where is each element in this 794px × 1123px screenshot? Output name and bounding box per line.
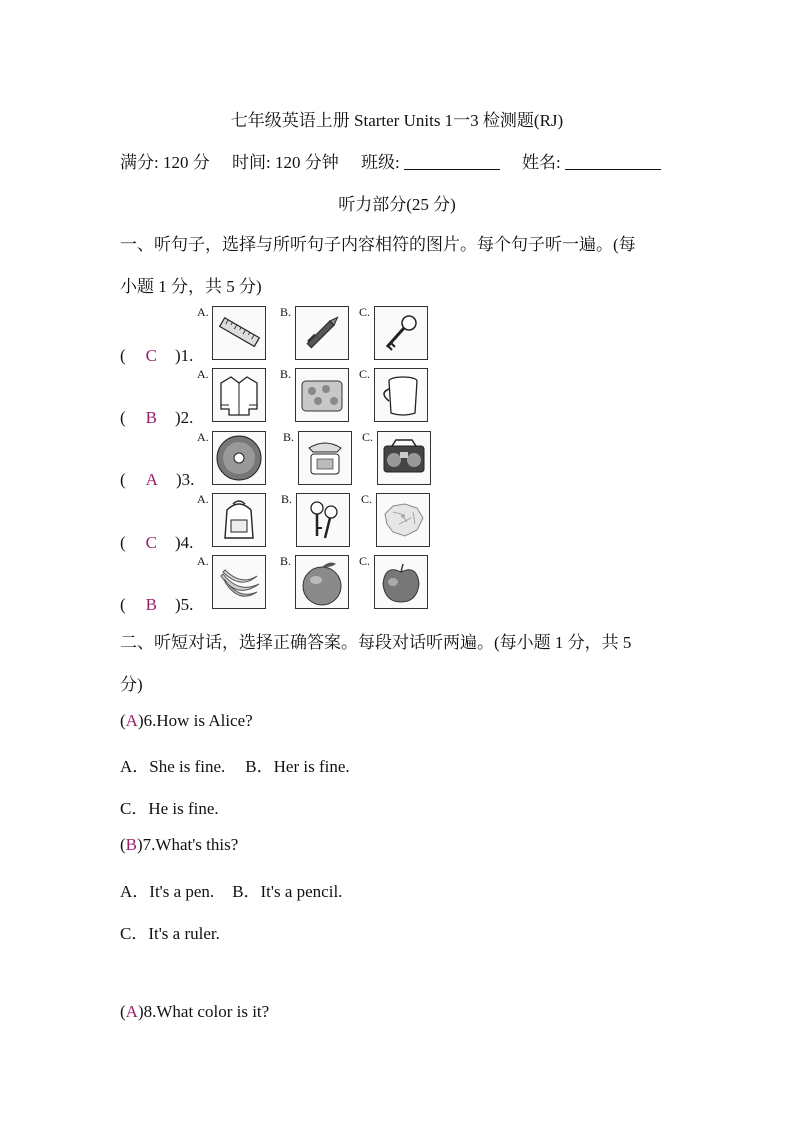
q6-option-b: B．Her is fine. bbox=[245, 757, 350, 776]
answer-8: A bbox=[125, 1002, 138, 1021]
answer-4: C bbox=[145, 533, 158, 552]
orange-icon[interactable] bbox=[295, 555, 349, 609]
answer-6: A bbox=[125, 711, 138, 730]
telephone-icon[interactable] bbox=[298, 431, 352, 485]
question-4: ( C )4. bbox=[120, 533, 194, 552]
answer-5: B bbox=[145, 595, 158, 614]
question-1: ( C )1. bbox=[120, 346, 194, 365]
answer-1: C bbox=[145, 346, 158, 365]
name-label: 姓名: bbox=[521, 153, 561, 172]
keys-icon[interactable] bbox=[296, 493, 350, 547]
question-3: ( A )3. bbox=[120, 470, 195, 489]
listening-header: 听力部分(25 分) bbox=[338, 195, 456, 214]
name-blank[interactable] bbox=[565, 153, 661, 170]
q7-option-b: B．It's a pencil. bbox=[232, 882, 343, 901]
q7-option-c: C．It's a ruler. bbox=[120, 924, 220, 943]
q6-option-a: A．She is fine. bbox=[120, 757, 226, 776]
question-2: ( B )2. bbox=[120, 408, 194, 427]
answer-7: B bbox=[125, 835, 138, 854]
banana-icon[interactable] bbox=[212, 555, 266, 609]
question-8: (A)8.What color is it? bbox=[120, 1002, 270, 1021]
answer-3: A bbox=[145, 470, 158, 489]
q6-options-ab bbox=[120, 752, 350, 777]
quilt-icon[interactable] bbox=[295, 368, 349, 422]
question-6: (A)6.How is Alice? bbox=[120, 711, 253, 730]
ruler-icon[interactable] bbox=[212, 306, 266, 360]
section2-instruction: 二、听短对话，选择正确答案。每段对话听两遍。(每小题 1 分，共 5 bbox=[120, 633, 632, 652]
backpack-icon[interactable] bbox=[212, 493, 266, 547]
question-5: ( B )5. bbox=[120, 595, 194, 614]
apple-icon[interactable] bbox=[374, 555, 428, 609]
score-text: 满分: 120 分 bbox=[120, 153, 210, 172]
pen-icon[interactable] bbox=[295, 306, 349, 360]
class-label: 班级: bbox=[360, 153, 400, 172]
section1-instruction: 一、听句子，选择与所听句子内容相符的图片。每个句子听一遍。(每 bbox=[120, 235, 636, 254]
exam-meta bbox=[120, 148, 661, 173]
cd-icon[interactable] bbox=[212, 431, 266, 485]
question-7: (B)7.What's this? bbox=[120, 835, 239, 854]
q6-option-c: C．He is fine. bbox=[120, 799, 219, 818]
jacket-icon[interactable] bbox=[212, 368, 266, 422]
time-text: 时间: 120 分钟 bbox=[231, 153, 339, 172]
cup-icon[interactable] bbox=[374, 368, 428, 422]
q7-options-ab bbox=[120, 877, 342, 902]
class-blank[interactable] bbox=[404, 153, 500, 170]
answer-2: B bbox=[145, 408, 158, 427]
section1-instruction-cont: 小题 1 分，共 5 分) bbox=[120, 277, 262, 296]
radio-icon[interactable] bbox=[377, 431, 431, 485]
section2-instruction-cont: 分) bbox=[120, 675, 143, 694]
map-icon[interactable] bbox=[376, 493, 430, 547]
q7-option-a: A．It's a pen. bbox=[120, 882, 215, 901]
key-icon[interactable] bbox=[374, 306, 428, 360]
page-title: 七年级英语上册 Starter Units 1一3 检测题(RJ) bbox=[230, 111, 564, 130]
